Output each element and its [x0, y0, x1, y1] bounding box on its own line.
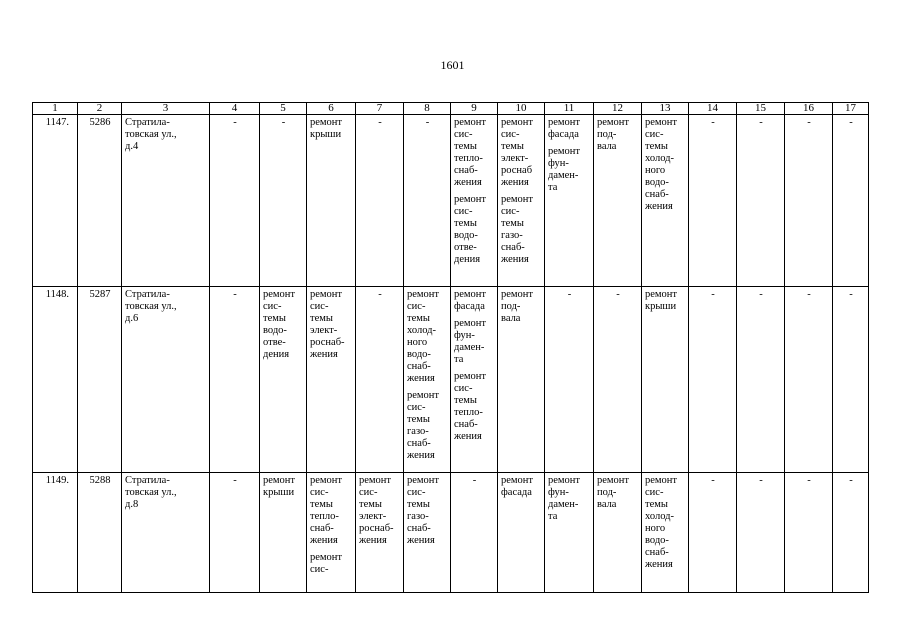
- work-item-line: вала: [501, 313, 521, 324]
- work-item-line: фасада: [454, 301, 485, 312]
- work-item: [548, 475, 591, 523]
- work-type-cell: [307, 115, 356, 287]
- work-item-line: холод-: [645, 153, 674, 164]
- work-item: [310, 475, 353, 547]
- work-item-line: ремонт: [645, 117, 678, 128]
- address-line: товская ул.,: [125, 487, 177, 498]
- empty-dash-cell: -: [785, 287, 833, 473]
- empty-dash-cell: -: [210, 287, 260, 473]
- work-item-line: водо-: [454, 230, 478, 241]
- work-item-line: дения: [454, 254, 481, 265]
- work-item-line: ремонт: [407, 475, 440, 486]
- work-item-line: газо-: [407, 511, 429, 522]
- work-item-line: сис-: [407, 402, 426, 413]
- column-header: 15: [737, 103, 785, 115]
- page-number: 1601: [440, 58, 465, 72]
- work-item-line: ремонт: [501, 194, 534, 205]
- work-item: [454, 371, 495, 443]
- column-header: 6: [307, 103, 356, 115]
- empty-dash-cell: -: [594, 287, 642, 473]
- work-item-line: жения: [501, 177, 529, 188]
- work-item-line: ремонт: [501, 475, 534, 486]
- work-item-line: сис-: [645, 487, 664, 498]
- work-item-line: снаб-: [454, 419, 478, 430]
- address-line: товская ул.,: [125, 301, 177, 312]
- column-header: 5: [260, 103, 307, 115]
- work-item-line: темы: [310, 499, 333, 510]
- work-type-cell: [307, 473, 356, 593]
- work-item-line: холод-: [407, 325, 436, 336]
- work-item-line: ремонт: [501, 289, 534, 300]
- building-code: 5286: [78, 115, 122, 287]
- work-item: [501, 194, 542, 266]
- work-type-cell: [260, 287, 307, 473]
- column-header: 4: [210, 103, 260, 115]
- work-item-line: ремонт: [548, 475, 581, 486]
- address-cell: [122, 287, 210, 473]
- work-item-line: ремонт: [263, 475, 296, 486]
- work-item-line: жения: [407, 535, 435, 546]
- address-line: товская ул.,: [125, 129, 177, 140]
- work-item-line: сис-: [359, 487, 378, 498]
- work-item-line: жения: [407, 373, 435, 384]
- work-item-line: дамен-: [548, 170, 579, 181]
- work-item-line: жения: [310, 535, 338, 546]
- table-row: [33, 115, 869, 287]
- work-item-line: жения: [454, 177, 482, 188]
- work-item: [645, 117, 686, 213]
- empty-dash-cell: -: [737, 115, 785, 287]
- address-cell: [122, 115, 210, 287]
- column-header: 16: [785, 103, 833, 115]
- work-type-cell: [451, 115, 498, 287]
- work-item-line: снаб-: [454, 165, 478, 176]
- empty-dash-cell: -: [260, 115, 307, 287]
- work-item-line: сис-: [645, 129, 664, 140]
- column-number-row: [33, 103, 869, 115]
- work-item-line: сис-: [263, 301, 282, 312]
- work-item-line: элект-: [501, 153, 529, 164]
- work-item-line: темы: [310, 313, 333, 324]
- column-header: 9: [451, 103, 498, 115]
- work-item-line: сис-: [310, 301, 329, 312]
- work-item-line: водо-: [645, 535, 669, 546]
- work-item-line: крыши: [645, 301, 677, 312]
- address-line: д.6: [125, 313, 139, 324]
- empty-dash-cell: -: [833, 115, 869, 287]
- empty-dash-cell: -: [210, 473, 260, 593]
- work-type-cell: [594, 115, 642, 287]
- empty-dash-cell: -: [785, 115, 833, 287]
- work-type-cell: [451, 287, 498, 473]
- work-item-line: жения: [454, 431, 482, 442]
- work-item-line: ремонт: [548, 117, 581, 128]
- column-header: 3: [122, 103, 210, 115]
- work-item-line: сис-: [310, 564, 329, 575]
- work-item-line: жения: [310, 349, 338, 360]
- work-item-line: ремонт: [645, 475, 678, 486]
- work-item-line: темы: [454, 218, 477, 229]
- work-item-line: дения: [263, 349, 290, 360]
- work-item-line: темы: [454, 395, 477, 406]
- work-item: [407, 390, 448, 462]
- work-item: [263, 475, 304, 499]
- work-type-cell: [642, 473, 689, 593]
- work-item-line: ремонт: [310, 552, 343, 563]
- work-item-line: водо-: [407, 349, 431, 360]
- empty-dash-cell: -: [210, 115, 260, 287]
- address-line: Стратила-: [125, 117, 170, 128]
- work-item-line: снаб-: [310, 523, 334, 534]
- work-item-line: снаб-: [407, 523, 431, 534]
- work-item-line: сис-: [310, 487, 329, 498]
- work-item-line: темы: [263, 313, 286, 324]
- column-header: 13: [642, 103, 689, 115]
- work-type-cell: [545, 473, 594, 593]
- work-item-line: под-: [597, 487, 617, 498]
- work-item-line: ремонт: [407, 390, 440, 401]
- work-item-line: снаб-: [645, 189, 669, 200]
- work-item-line: ремонт: [407, 289, 440, 300]
- work-item-line: ремонт: [597, 475, 630, 486]
- work-item: [454, 289, 495, 313]
- column-header: 2: [78, 103, 122, 115]
- work-item-line: под-: [597, 129, 617, 140]
- work-item-line: темы: [454, 141, 477, 152]
- empty-dash-cell: -: [785, 473, 833, 593]
- column-header: 12: [594, 103, 642, 115]
- work-item-line: темы: [407, 499, 430, 510]
- work-item-line: жения: [407, 450, 435, 461]
- table-row: [33, 287, 869, 473]
- work-item-line: ремонт: [548, 146, 581, 157]
- work-item-line: сис-: [501, 129, 520, 140]
- work-item: [310, 552, 353, 576]
- empty-dash-cell: -: [833, 287, 869, 473]
- work-item-line: ремонт: [454, 318, 487, 329]
- work-item: [501, 475, 542, 499]
- work-item-line: жения: [359, 535, 387, 546]
- address-line: д.8: [125, 499, 139, 510]
- work-item-line: ного: [645, 523, 666, 534]
- row-number: 1147.: [33, 115, 78, 287]
- work-item-line: та: [548, 511, 558, 522]
- work-item-line: роснаб: [501, 165, 533, 176]
- work-item-line: ремонт: [263, 289, 296, 300]
- work-item: [501, 117, 542, 189]
- work-item-line: водо-: [263, 325, 287, 336]
- empty-dash-cell: -: [356, 115, 404, 287]
- work-item: [501, 289, 542, 325]
- work-item-line: жения: [501, 254, 529, 265]
- work-item-line: жения: [645, 201, 673, 212]
- work-item-line: сис-: [407, 301, 426, 312]
- work-item-line: фун-: [454, 330, 475, 341]
- work-item: [310, 117, 353, 141]
- work-type-cell: [642, 115, 689, 287]
- work-item-line: фун-: [548, 487, 569, 498]
- work-item-line: водо-: [645, 177, 669, 188]
- work-item-line: тепло-: [310, 511, 339, 522]
- work-item-line: газо-: [501, 230, 523, 241]
- work-item-line: элект-: [359, 511, 387, 522]
- work-item-line: ного: [645, 165, 666, 176]
- work-item: [645, 289, 686, 313]
- work-item-line: отве-: [263, 337, 286, 348]
- work-type-cell: [404, 287, 451, 473]
- work-item: [548, 117, 591, 141]
- work-item-line: снаб-: [645, 547, 669, 558]
- empty-dash-cell: -: [689, 287, 737, 473]
- work-type-cell: [594, 473, 642, 593]
- work-item-line: темы: [407, 414, 430, 425]
- work-type-cell: [545, 115, 594, 287]
- work-item-line: элект-: [310, 325, 338, 336]
- empty-dash-cell: -: [451, 473, 498, 593]
- work-item-line: сис-: [454, 206, 473, 217]
- work-type-cell: [404, 473, 451, 593]
- empty-dash-cell: -: [737, 287, 785, 473]
- work-item-line: ремонт: [645, 289, 678, 300]
- work-item-line: сис-: [454, 129, 473, 140]
- work-item-line: ного: [407, 337, 428, 348]
- work-item-line: ремонт: [454, 371, 487, 382]
- work-item-line: ремонт: [597, 117, 630, 128]
- empty-dash-cell: -: [833, 473, 869, 593]
- work-item-line: под-: [501, 301, 521, 312]
- empty-dash-cell: -: [404, 115, 451, 287]
- work-type-cell: [642, 287, 689, 473]
- empty-dash-cell: -: [689, 473, 737, 593]
- work-item-line: дамен-: [454, 342, 485, 353]
- work-item-line: темы: [501, 141, 524, 152]
- empty-dash-cell: -: [356, 287, 404, 473]
- work-type-cell: [260, 473, 307, 593]
- work-item-line: ремонт: [359, 475, 392, 486]
- work-item-line: снаб-: [407, 361, 431, 372]
- work-item-line: дамен-: [548, 499, 579, 510]
- building-code: 5287: [78, 287, 122, 473]
- work-item-line: фасада: [501, 487, 532, 498]
- work-item-line: сис-: [407, 487, 426, 498]
- work-item: [597, 475, 639, 511]
- work-item-line: тепло-: [454, 153, 483, 164]
- work-item-line: та: [454, 354, 464, 365]
- work-item-line: фасада: [548, 129, 579, 140]
- work-item-line: вала: [597, 499, 617, 510]
- work-item-line: сис-: [454, 383, 473, 394]
- work-item-line: холод-: [645, 511, 674, 522]
- column-header: 10: [498, 103, 545, 115]
- work-type-cell: [498, 473, 545, 593]
- table-row: [33, 473, 869, 593]
- work-item-line: ремонт: [501, 117, 534, 128]
- work-item-line: роснаб-: [310, 337, 345, 348]
- work-item-line: темы: [359, 499, 382, 510]
- work-item: [263, 289, 304, 361]
- work-type-cell: [307, 287, 356, 473]
- row-number: 1149.: [33, 473, 78, 593]
- column-header: 7: [356, 103, 404, 115]
- work-item: [597, 117, 639, 153]
- empty-dash-cell: -: [737, 473, 785, 593]
- work-item-line: роснаб-: [359, 523, 394, 534]
- work-item: [407, 289, 448, 385]
- column-header: 8: [404, 103, 451, 115]
- work-item-line: ремонт: [454, 117, 487, 128]
- empty-dash-cell: -: [545, 287, 594, 473]
- work-item-line: темы: [645, 141, 668, 152]
- work-item-line: жения: [645, 559, 673, 570]
- building-code: 5288: [78, 473, 122, 593]
- address-cell: [122, 473, 210, 593]
- work-item-line: ремонт: [310, 289, 343, 300]
- work-item: [310, 289, 353, 361]
- work-item-line: снаб-: [407, 438, 431, 449]
- work-type-cell: [498, 287, 545, 473]
- work-item: [645, 475, 686, 571]
- work-item-line: крыши: [310, 129, 342, 140]
- work-item-line: ремонт: [454, 194, 487, 205]
- work-item-line: ремонт: [454, 289, 487, 300]
- work-item-line: тепло-: [454, 407, 483, 418]
- work-item-line: ремонт: [310, 475, 343, 486]
- column-header: 17: [833, 103, 869, 115]
- work-item-line: крыши: [263, 487, 295, 498]
- address-line: Стратила-: [125, 289, 170, 300]
- row-number: 1148.: [33, 287, 78, 473]
- work-item: [359, 475, 401, 547]
- work-item-line: темы: [407, 313, 430, 324]
- work-item-line: темы: [645, 499, 668, 510]
- work-item-line: ремонт: [310, 117, 343, 128]
- work-type-cell: [498, 115, 545, 287]
- address-line: д.4: [125, 141, 139, 152]
- work-item: [454, 194, 495, 266]
- work-item-line: газо-: [407, 426, 429, 437]
- column-header: 14: [689, 103, 737, 115]
- work-item: [454, 318, 495, 366]
- work-item-line: сис-: [501, 206, 520, 217]
- address-line: Стратила-: [125, 475, 170, 486]
- work-item: [548, 146, 591, 194]
- repair-schedule-table: [32, 102, 869, 593]
- work-item: [407, 475, 448, 547]
- column-header: 11: [545, 103, 594, 115]
- column-header: 1: [33, 103, 78, 115]
- work-item-line: вала: [597, 141, 617, 152]
- work-item-line: фун-: [548, 158, 569, 169]
- empty-dash-cell: -: [689, 115, 737, 287]
- work-item-line: снаб-: [501, 242, 525, 253]
- work-item: [454, 117, 495, 189]
- work-item-line: отве-: [454, 242, 477, 253]
- work-item-line: та: [548, 182, 558, 193]
- work-item-line: темы: [501, 218, 524, 229]
- work-type-cell: [356, 473, 404, 593]
